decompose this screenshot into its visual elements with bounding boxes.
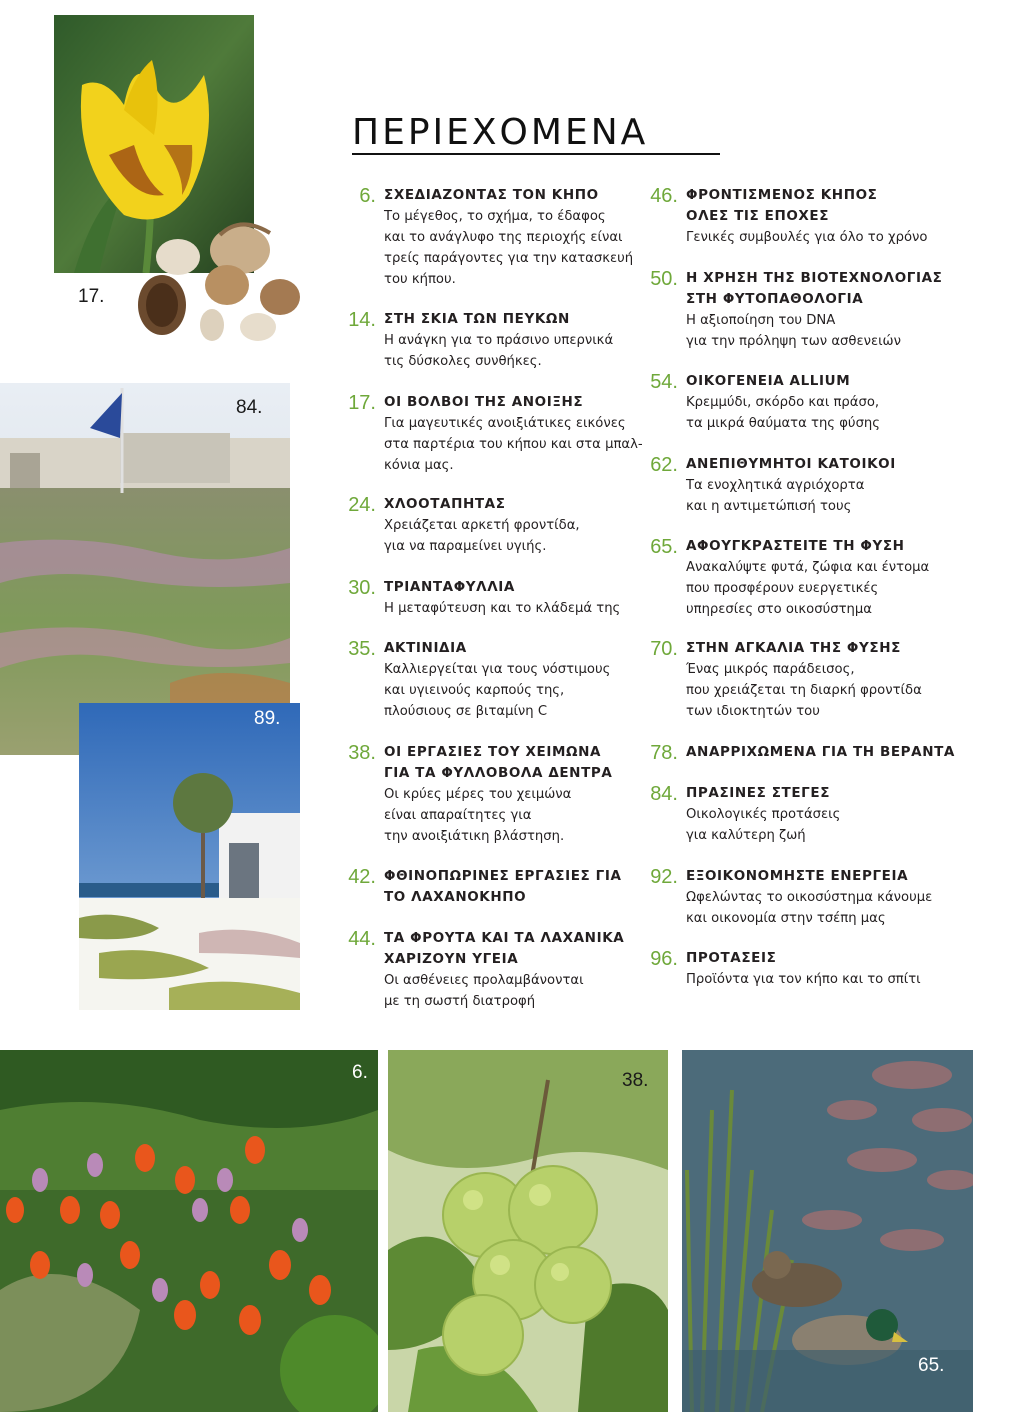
terrace-photo-label: 89. xyxy=(254,708,281,729)
toc-page-number: 24. xyxy=(348,494,376,516)
toc-page-number: 17. xyxy=(348,392,376,414)
bulbs-cutout xyxy=(130,215,310,345)
toc-description: Καλλιεργείται για τους νόστιμους και υγιεινούς καρπούς της, πλούσιους σε βιταμίνη C xyxy=(384,662,611,719)
toc-entry[interactable] xyxy=(330,638,610,722)
toc-page-number: 92. xyxy=(650,866,678,888)
toc-description: Χρειάζεται αρκετή φροντίδα, για να παραμείνει υγιής. xyxy=(384,518,580,554)
toc-entry[interactable] xyxy=(330,928,624,1012)
toc-entry[interactable] xyxy=(632,783,840,846)
toc-heading: ΟΙΚΟΓΕΝΕΙΑ ALLIUM xyxy=(686,373,851,389)
toc-page-number: 78. xyxy=(650,742,678,764)
toc-heading: ΟΙ ΒΟΛΒΟΙ ΤΗΣ ΑΝΟΙΞΗΣ xyxy=(384,394,584,410)
toc-page-number: 35. xyxy=(348,638,376,660)
toc-entry[interactable] xyxy=(632,536,929,620)
toc-description: Ωφελώντας το οικοσύστημα κάνουμε και οικονομία στην τσέπη μας xyxy=(686,890,933,926)
toc-heading: ΠΡΟΤΑΣΕΙΣ xyxy=(686,950,777,966)
toc-page-number: 30. xyxy=(348,577,376,599)
toc-description: Οι κρύες μέρες του χειμώνα είναι απαραίτητες για την ανοιξιάτικη βλάστηση. xyxy=(384,787,572,844)
toc-heading: ΤΡΙΑΝΤΑΦΥΛΛΙΑ xyxy=(384,579,515,595)
toc-description: Προϊόντα για τον κήπο και το σπίτι xyxy=(686,972,921,987)
toc-description: Το μέγεθος, το σχήμα, το έδαφος και το ανάγλυφο της περιοχής είναι τρείς παράγοντες για την κατασκευή του κήπου. xyxy=(384,209,634,287)
toc-entry[interactable] xyxy=(632,185,927,248)
toc-heading: ΑΦΟΥΓΚΡΑΣΤΕΙΤΕ ΤΗ ΦΥΣΗ xyxy=(686,538,905,554)
toc-page-number: 54. xyxy=(650,371,678,393)
toc-description: Τα ενοχλητικά αγριόχορτα και η αντιμετώπισή τους xyxy=(686,478,865,514)
toc-heading: ΕΞΟΙΚΟΝΟΜΗΣΤΕ ΕΝΕΡΓΕΙΑ xyxy=(686,868,909,884)
garden-tulips-photo-label: 6. xyxy=(352,1062,368,1083)
toc-entry[interactable] xyxy=(632,866,932,929)
apples-photo xyxy=(388,1050,668,1412)
green-roof-photo-label: 84. xyxy=(236,397,263,418)
toc-page-number: 70. xyxy=(650,638,678,660)
toc-description: Ανακαλύψτε φυτά, ζώφια και έντομα που προσφέρουν ευεργετικές υπηρεσίες στο οικοσύστημα xyxy=(686,560,930,617)
toc-page-number: 6. xyxy=(359,185,376,207)
green-roof-photo xyxy=(0,383,290,755)
toc-description: Για μαγευτικές ανοιξιάτικες εικόνες στα παρτέρια του κήπου και στα μπαλ- κόνια μας. xyxy=(384,416,643,473)
toc-description: Οι ασθένειες προλαμβάνονται με τη σωστή διατροφή xyxy=(384,973,584,1009)
toc-heading: ΦΘΙΝΟΠΩΡΙΝΕΣ ΕΡΓΑΣΙΕΣ ΓΙΑ ΤΟ ΛΑΧΑΝΟΚΗΠΟ xyxy=(384,868,622,905)
title-underline xyxy=(352,153,720,155)
toc-entry[interactable] xyxy=(330,309,613,372)
toc-entry[interactable] xyxy=(632,948,921,990)
toc-page-number: 62. xyxy=(650,454,678,476)
toc-page-number: 84. xyxy=(650,783,678,805)
toc-entry[interactable] xyxy=(330,494,580,557)
toc-heading: ΑΚΤΙΝΙΔΙΑ xyxy=(384,640,467,656)
tulip-photo-label: 17. xyxy=(78,286,105,307)
toc-entry[interactable] xyxy=(632,742,955,764)
toc-heading: ΑΝΕΠΙΘΥΜΗΤΟΙ ΚΑΤΟΙΚΟΙ xyxy=(686,456,896,472)
ducks-photo-label: 65. xyxy=(918,1355,945,1376)
toc-heading: Η ΧΡΗΣΗ ΤΗΣ ΒΙΟΤΕΧΝΟΛΟΓΙΑΣ ΣΤΗ ΦΥΤΟΠΑΘΟΛΟΓΙΑ xyxy=(686,270,943,307)
toc-heading: ΤΑ ΦΡΟΥΤΑ ΚΑΙ ΤΑ ΛΑΧΑΝΙΚΑ ΧΑΡΙΖΟΥΝ ΥΓΕΙΑ xyxy=(384,930,625,967)
toc-page-number: 14. xyxy=(348,309,376,331)
toc-heading: ΣΤΗΝ ΑΓΚΑΛΙΑ ΤΗΣ ΦΥΣΗΣ xyxy=(686,640,901,656)
toc-page-number: 65. xyxy=(650,536,678,558)
toc-page-number: 96. xyxy=(650,948,678,970)
garden-tulips-photo xyxy=(0,1050,378,1412)
toc-heading: ΦΡΟΝΤΙΣΜΕΝΟΣ ΚΗΠΟΣ ΟΛΕΣ ΤΙΣ ΕΠΟΧΕΣ xyxy=(686,187,878,224)
terrace-photo xyxy=(79,703,300,1010)
toc-heading: ΟΙ ΕΡΓΑΣΙΕΣ ΤΟΥ ΧΕΙΜΩΝΑ ΓΙΑ ΤΑ ΦΥΛΛΟΒΟΛΑ ΔΕΝΤΡΑ xyxy=(384,744,613,781)
toc-heading: ΣΧΕΔΙΑΖΟΝΤΑΣ ΤΟΝ ΚΗΠΟ xyxy=(384,187,599,203)
toc-page-number: 42. xyxy=(348,866,376,888)
toc-entry[interactable] xyxy=(330,577,620,619)
toc-page-number: 38. xyxy=(348,742,376,764)
toc-page-number: 50. xyxy=(650,268,678,290)
toc-entry[interactable] xyxy=(632,371,880,434)
toc-description: Κρεμμύδι, σκόρδο και πράσο, τα μικρά θαύματα της φύσης xyxy=(686,395,881,431)
toc-entry[interactable] xyxy=(330,742,612,847)
page-title: ΠΕΡΙΕΧΟΜΕΝΑ xyxy=(352,112,649,153)
toc-entry[interactable] xyxy=(330,392,643,476)
toc-heading: ΣΤΗ ΣΚΙΑ ΤΩΝ ΠΕΥΚΩΝ xyxy=(384,311,570,327)
toc-entry[interactable] xyxy=(330,185,633,290)
toc-description: Η ανάγκη για το πράσινο υπερνικά τις δύσκολες συνθήκες. xyxy=(384,333,614,369)
toc-description: Η μεταφύτευση και το κλάδεμά της xyxy=(384,601,621,616)
toc-heading: ΠΡΑΣΙΝΕΣ ΣΤΕΓΕΣ xyxy=(686,785,831,801)
toc-description: Η αξιοποίηση του DNA για την πρόληψη των ασθενειών xyxy=(686,313,901,349)
toc-entry[interactable] xyxy=(632,454,896,517)
toc-entry[interactable] xyxy=(632,638,922,722)
apples-photo-label: 38. xyxy=(622,1070,649,1091)
toc-heading: ΑΝΑΡΡΙΧΩΜΕΝΑ ΓΙΑ ΤΗ ΒΕΡΑΝΤΑ xyxy=(686,744,955,760)
toc-description: Ένας μικρός παράδεισος, που χρειάζεται τη διαρκή φροντίδα των ιδιοκτητών του xyxy=(686,662,922,719)
toc-description: Γενικές συμβουλές για όλο το χρόνο xyxy=(686,230,928,245)
toc-entry[interactable] xyxy=(330,866,622,908)
toc-heading: ΧΛΟΟΤΑΠΗΤΑΣ xyxy=(384,496,506,512)
toc-description: Οικολογικές προτάσεις για καλύτερη ζωή xyxy=(686,807,841,843)
toc-entry[interactable] xyxy=(632,268,942,352)
toc-page-number: 46. xyxy=(650,185,678,207)
toc-page-number: 44. xyxy=(348,928,376,950)
